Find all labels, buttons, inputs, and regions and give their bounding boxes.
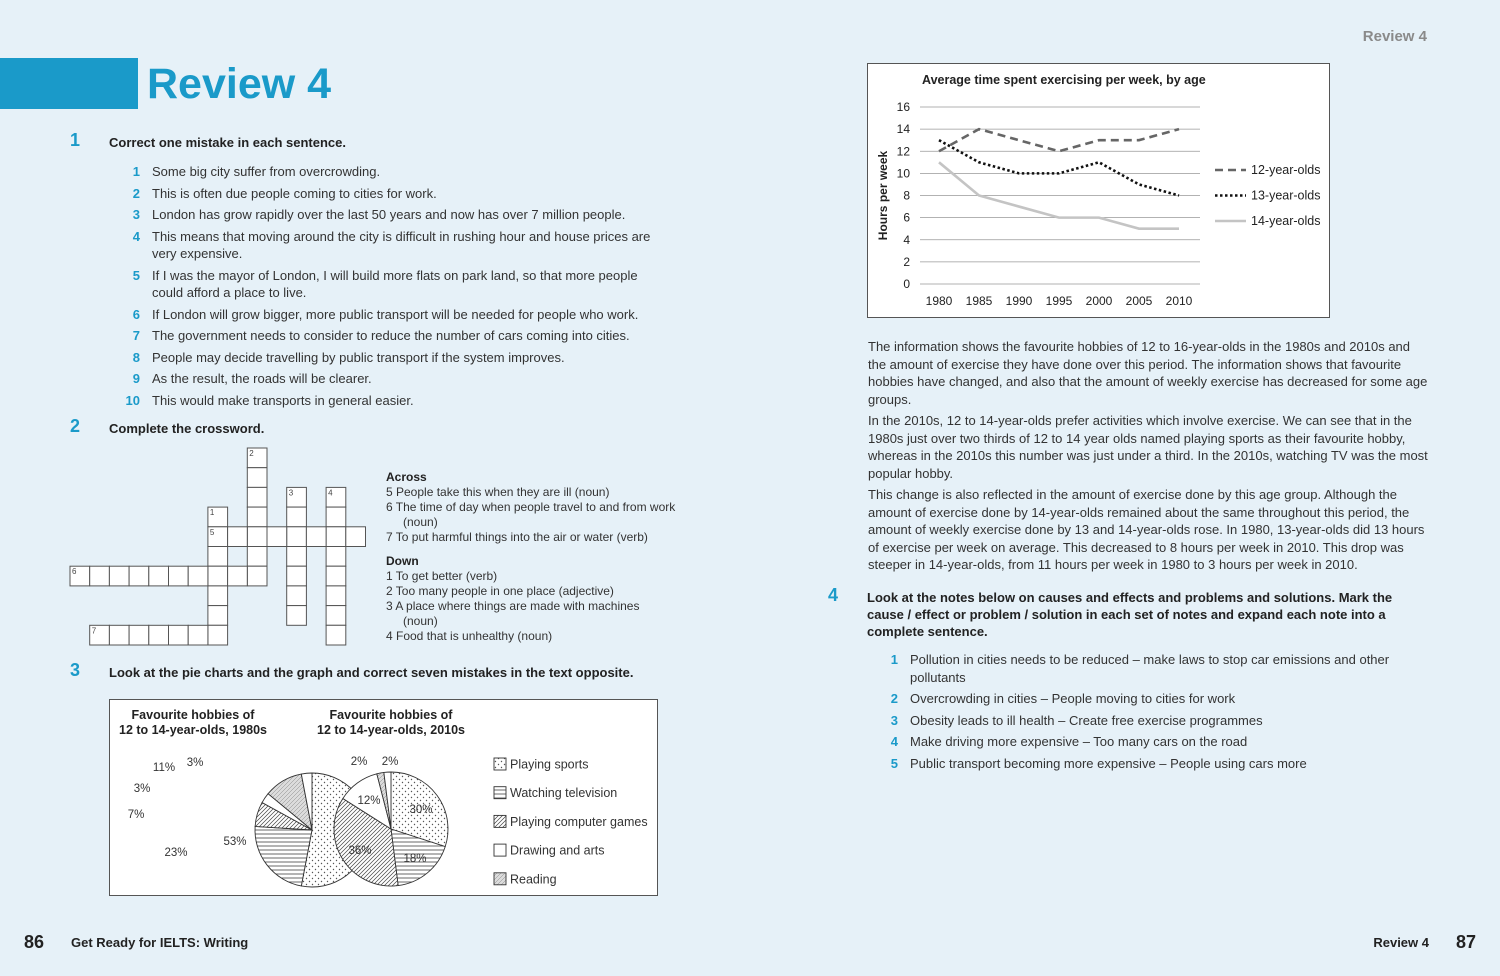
line-chart-svg	[868, 64, 1329, 317]
exercise-4-item	[881, 712, 1421, 730]
running-header: Review 4	[1362, 28, 1427, 45]
crossword-cell	[247, 468, 267, 488]
exercise-2-number: 2	[70, 416, 81, 436]
crossword-cell	[326, 586, 346, 606]
crossword-cell	[287, 527, 307, 547]
exercise-1-item-number: 10	[125, 392, 140, 408]
y-tick-label: 6	[903, 210, 910, 225]
exercise-1-item-number: 1	[132, 164, 140, 179]
pie-slice-label: 11%	[152, 762, 176, 774]
crossword-cell	[287, 507, 307, 527]
exercise-1-item	[123, 267, 671, 302]
exercise-1-item-number: 3	[132, 207, 140, 222]
exercise-4-item	[881, 755, 1421, 773]
crossword-cell	[188, 566, 208, 586]
across-clue: 7 To put harmful things into the air or water (verb)	[386, 530, 648, 544]
crossword-cell	[109, 566, 129, 586]
page-number-right: 87	[1455, 932, 1476, 952]
exercise-4-item	[881, 651, 1421, 686]
exercise-1-item	[123, 392, 671, 410]
x-tick-label: 2000	[1085, 294, 1113, 308]
pie-slice-label: 12%	[357, 795, 381, 807]
exercise-4-item-number: 5	[890, 755, 898, 771]
section-footer: Review 4	[1373, 935, 1429, 950]
exercise-1-item-text: If London will grow bigger, more public transport will be needed for people who work.	[152, 306, 639, 322]
series-line	[939, 140, 1179, 195]
legend-swatch	[494, 873, 506, 885]
across-clue: 5 People take this when they are ill (noun)	[386, 485, 610, 499]
exercise-3-instruction: Look at the pie charts and the graph and correct seven mistakes in the text opposite.	[109, 665, 634, 680]
y-tick-label: 12	[896, 144, 910, 159]
text-paragraph: This change is also reflected in the amount of exercise done by this age group. Although the amount of exercise done by 14-year-olds remained about the same throughout this period, the amount of weekly exercise done by 13 and 14-year-olds rose. In 1980, 13-year-olds did 13 hours of exercise per week on average. This decreased to 8 hours per week in 2010. This drop was steeper in 14-year-olds, from 11 hours per week in 1980 to 3 hours per week in 2010.	[868, 487, 1425, 572]
text-paragraph: In the 2010s, 12 to 14-year-olds prefer activities which involve exercise. We can see that in the 1980s just over two thirds of 12 to 14 year olds named playing sports as their favourite hobby, whereas in the 2010s this number was just under a third. In the 2010s, watching TV was the most popular hobby.	[868, 413, 1428, 481]
exercise-1-item-text: If I was the mayor of London, I will build more flats on park land, so that more people could afford a place to live.	[152, 267, 638, 300]
crossword-grid	[65, 442, 375, 652]
down-clues	[386, 569, 676, 644]
crossword-cell	[306, 527, 326, 547]
exercise-1-instruction: Correct one mistake in each sentence.	[109, 135, 346, 150]
legend-swatch	[494, 787, 506, 799]
pie-slice-label: 2%	[350, 756, 368, 768]
x-tick-label: 1990	[1005, 294, 1033, 308]
down-clue: 4 Food that is unhealthy (noun)	[386, 629, 553, 643]
exercise-1-item-text: This would make transports in general easier.	[152, 392, 414, 408]
exercise-1-item-number: 2	[132, 185, 140, 201]
across-heading: Across	[386, 470, 427, 484]
crossword-cell	[326, 606, 346, 626]
exercise-1-item-number: 6	[132, 306, 140, 322]
exercise-4-item-text: Public transport becoming more expensive – People using cars more	[910, 755, 1307, 771]
pie-slice-label: 2%	[381, 756, 399, 768]
pie-charts-panel	[109, 699, 658, 896]
y-tick-label: 8	[903, 188, 910, 203]
crossword-cells	[70, 448, 366, 645]
exercise-1-item	[123, 370, 671, 388]
crossword-cell	[247, 507, 267, 527]
pie-2010s-title-line1: Favourite hobbies of	[329, 708, 453, 722]
exercise-4-item-text: Make driving more expensive – Too many cars on the road	[910, 734, 1248, 749]
crossword-cell	[188, 625, 208, 645]
down-clue: 3 A place where things are made with machines (noun)	[386, 599, 640, 628]
legend-label: Reading	[510, 872, 557, 887]
pie-slice-label: 53%	[223, 836, 247, 848]
crossword-cell	[208, 625, 228, 645]
pie-slice-label: 3%	[186, 757, 204, 769]
crossword-cell	[247, 566, 267, 586]
exercise-1-item	[123, 185, 671, 203]
legend-label: 12-year-olds	[1251, 163, 1321, 177]
crossword-cell	[208, 547, 228, 567]
exercise-1-item-text: As the result, the roads will be clearer.	[152, 371, 372, 386]
crossword-cell	[149, 566, 169, 586]
crossword-cell	[208, 566, 228, 586]
x-tick-label: 1995	[1045, 294, 1073, 308]
crossword-clues	[386, 470, 676, 644]
exercise-4-item-number: 3	[890, 712, 898, 728]
y-tick-label: 2	[903, 254, 910, 269]
crossword-cell	[129, 566, 149, 586]
crossword-cell	[247, 487, 267, 507]
exercise-1-item	[123, 349, 671, 367]
exercise-1-item	[123, 163, 671, 181]
text-opposite	[868, 338, 1430, 578]
exercise-1-item-number: 9	[132, 371, 140, 386]
exercise-1-item-text: Some big city suffer from overcrowding.	[152, 164, 381, 179]
crossword-cell	[129, 625, 149, 645]
exercise-4-list	[881, 651, 1421, 776]
exercise-4-item	[881, 690, 1421, 708]
pie-legend	[494, 758, 648, 887]
crossword-cell	[346, 527, 366, 547]
page-number-left: 86	[24, 932, 45, 952]
line-chart-title: Average time spent exercising per week, by age	[922, 73, 1206, 87]
exercise-1-item	[123, 228, 671, 263]
y-tick-label: 16	[896, 100, 910, 114]
line-chart-panel	[867, 63, 1330, 318]
exercise-4-item-number: 4	[890, 734, 898, 749]
crossword-cell	[287, 566, 307, 586]
pie-slice-label: 18%	[403, 853, 427, 865]
crossword-cell	[326, 566, 346, 586]
crossword-cell	[208, 606, 228, 626]
pie-chart-2010s	[334, 756, 448, 886]
exercise-4-instruction: Look at the notes below on causes and effects and problems and solutions. Mark the cause / effect or problem / solution in each set of notes and expand each note into a complete sentence.	[867, 590, 1393, 639]
crossword-cell	[247, 527, 267, 547]
crossword-number: 4	[328, 488, 333, 498]
crossword-cell	[247, 547, 267, 567]
exercise-1-item-number: 8	[132, 349, 140, 365]
crossword-cell	[228, 527, 248, 547]
exercise-4-item-text: Obesity leads to ill health – Create free exercise programmes	[910, 712, 1263, 728]
text-paragraph: The information shows the favourite hobbies of 12 to 16-year-olds in the 1980s and 2010s and the amount of exercise they have done over this period. The information shows that favourite hobbies have changed, and also that the amount of weekly exercise has decreased for some age groups.	[868, 339, 1428, 407]
exercise-1-item-text: People may decide travelling by public transport if the system improves.	[152, 349, 565, 365]
exercise-1-item-text: This means that moving around the city is difficult in rushing hour and house prices are very expensive.	[152, 228, 651, 261]
pie-2010s-title-line2: 12 to 14-year-olds, 2010s	[317, 723, 465, 737]
legend-label: Watching television	[510, 786, 618, 801]
exercise-1-item-number: 4	[132, 228, 140, 244]
exercise-1-item-text: This is often due people coming to cities for work.	[152, 185, 437, 201]
exercise-3-number: 3	[70, 660, 81, 680]
crossword-cell	[90, 566, 110, 586]
crossword-number: 7	[91, 626, 97, 636]
exercise-1-item-text: The government needs to consider to reduce the number of cars coming into cities.	[152, 328, 630, 343]
legend-label: Playing sports	[510, 757, 589, 772]
legend-label: Playing computer games	[510, 814, 648, 829]
pie-slice-label: 36%	[348, 845, 372, 857]
crossword-number: 1	[209, 508, 215, 518]
exercise-4-item-text: Pollution in cities needs to be reduced – make laws to stop car emissions and other pollutants	[910, 652, 1390, 685]
exercise-1-item-text: London has grow rapidly over the last 50 years and now has over 7 million people.	[152, 207, 626, 222]
exercise-1-item	[123, 206, 671, 224]
legend-swatch	[494, 758, 506, 770]
crossword-cell	[267, 527, 287, 547]
crossword-cell	[169, 566, 189, 586]
x-tick-label: 1985	[965, 294, 993, 308]
legend-label: 13-year-olds	[1251, 188, 1321, 203]
crossword-cell	[287, 547, 307, 567]
across-clue: 6 The time of day when people travel to and from work (noun)	[386, 500, 676, 529]
pie-slice	[255, 826, 312, 886]
pie-slice-label: 23%	[164, 847, 188, 859]
crossword-cell	[326, 507, 346, 527]
crossword-cell	[208, 586, 228, 606]
crossword-cell	[326, 527, 346, 547]
pie-1980s-title-line2: 12 to 14-year-olds, 1980s	[119, 723, 267, 737]
crossword-cell	[287, 586, 307, 606]
legend-label: Drawing and arts	[510, 843, 605, 858]
across-clues	[386, 485, 676, 545]
crossword-number: 5	[209, 527, 215, 537]
y-tick-label: 14	[896, 122, 910, 137]
crossword-number: 3	[288, 488, 294, 498]
y-tick-label: 4	[903, 232, 910, 247]
exercise-4-item-number: 2	[890, 691, 898, 706]
exercise-1-number: 1	[70, 130, 81, 150]
exercise-2-instruction: Complete the crossword.	[109, 421, 265, 436]
exercise-1-item	[123, 327, 671, 345]
crossword-number: 6	[72, 567, 77, 577]
x-tick-label: 1980	[925, 294, 953, 308]
pie-charts-svg	[110, 700, 657, 895]
exercise-1-item-number: 5	[132, 267, 140, 283]
crossword-cell	[326, 625, 346, 645]
book-title-footer: Get Ready for IELTS: Writing	[71, 935, 249, 950]
crossword-cell	[228, 566, 248, 586]
x-tick-label: 2005	[1125, 294, 1153, 308]
y-axis-label: Hours per week	[876, 150, 890, 241]
exercise-4-item	[881, 733, 1421, 751]
down-clue: 2 Too many people in one place (adjective)	[386, 584, 614, 598]
crossword-cell	[149, 625, 169, 645]
page-title: Review 4	[147, 60, 332, 108]
crossword-cell	[109, 625, 129, 645]
x-tick-label: 2010	[1165, 294, 1193, 308]
title-accent-bar	[0, 58, 138, 109]
exercise-4-item-number: 1	[890, 652, 898, 667]
pie-chart-1980s	[127, 757, 372, 887]
pie-slice-label: 30%	[409, 804, 433, 816]
y-tick-label: 10	[896, 166, 910, 181]
y-tick-label: 0	[903, 277, 910, 291]
exercise-4-item-text: Overcrowding in cities – People moving to cities for work	[910, 691, 1236, 706]
exercise-1-list	[123, 163, 671, 413]
legend-swatch	[494, 815, 506, 827]
crossword-cell	[287, 606, 307, 626]
series-line	[939, 129, 1179, 151]
crossword-cell	[169, 625, 189, 645]
pie-1980s-title-line1: Favourite hobbies of	[131, 708, 255, 722]
pie-slice-label: 7%	[127, 809, 145, 821]
exercise-4-number: 4	[828, 585, 839, 605]
legend-label: 14-year-olds	[1251, 214, 1321, 228]
pie-slice-label: 3%	[133, 783, 151, 795]
down-clue: 1 To get better (verb)	[386, 569, 498, 583]
exercise-1-item	[123, 306, 671, 324]
down-heading: Down	[386, 554, 419, 568]
crossword-number: 2	[249, 449, 254, 458]
exercise-1-item-number: 7	[132, 328, 140, 343]
crossword-cell	[326, 547, 346, 567]
legend-swatch	[494, 844, 506, 856]
